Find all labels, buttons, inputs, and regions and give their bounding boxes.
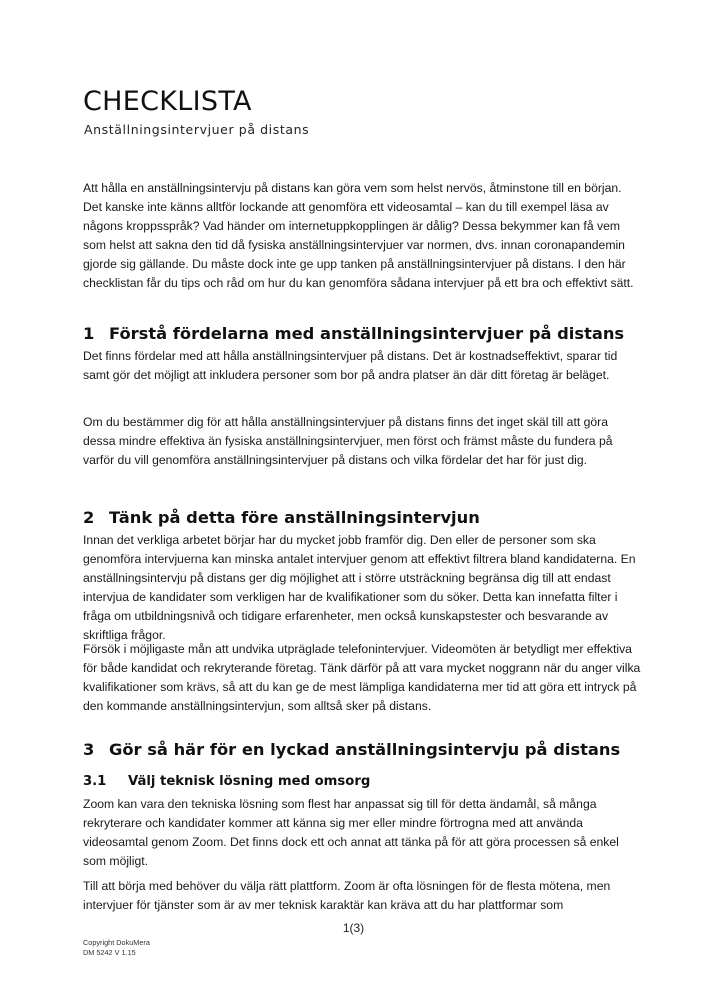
section-1-heading (83, 324, 624, 343)
subsection-3-1-heading (83, 774, 370, 789)
footer (83, 938, 150, 958)
document-title: CHECKLISTA (83, 86, 252, 117)
section-3-heading (83, 740, 620, 759)
intro-paragraph: Att hålla en anställningsintervju på distans kan göra vem som helst nervös, åtminstone till en början. Det kanske inte känns alltför lockande att genomföra ett videosamtal – kan du till exempel läsa av någons kroppsspråk? Vad händer om internetuppkopplingen är dålig? Dessa bekymmer kan få vem som helst att sakna den tid då fysiska anställningsintervjuer var normen, dvs. innan coronapandemin gjorde sig gällande. Du måste dock inte ge upp tanken på anställningsintervjuer på distans. I den här checklistan får du tips och råd om hur du kan genomföra sådana intervjuer på ett bra och effektivt sätt. (83, 181, 634, 290)
section-2-heading (83, 508, 480, 527)
section-1-paragraph-1: Det finns fördelar med att hålla anställningsintervjuer på distans. Det är kostnadseffektivt, sparar tid samt gör det möjligt att inkludera personer som bor på andra platser än där ditt företag är beläget. (83, 349, 618, 382)
page-number: 1(3) (342, 921, 365, 935)
section-title: Tänk på detta före anställningsintervjun (109, 508, 480, 527)
section-number: 3 (83, 740, 95, 759)
section-number: 2 (83, 508, 95, 527)
document-subtitle: Anställningsintervjuer på distans (84, 122, 310, 137)
subsection-3-1-paragraph-1: Zoom kan vara den tekniska lösning som flest har anpassat sig till för detta ändamål, så många rekryterare och kandidater kommer att känna sig mer eller mindre förtrogna med att använda videosamtal genom Zoom. Det finns dock ett och annat att tänka på för att göra processen så enkel som möjligt. (83, 797, 619, 868)
subsection-title: Välj teknisk lösning med omsorg (128, 774, 371, 789)
document-id: DM 5242 V 1.15 (83, 948, 136, 957)
copyright-text: Copyright DokuMera (83, 938, 150, 947)
section-title: Förstå fördelarna med anställningsintervjuer på distans (109, 324, 625, 343)
section-2-paragraph-2: Försök i möjligaste mån att undvika utpräglade telefonintervjuer. Videomöten är betydligt mer effektiva för både kandidat och rekryterande företag. Tänk därför på att vara mycket noggrann när du anger vilka kvalifikationer som krävs, så att du kan ge de mest lämpliga kandidaterna mer tid att göra ett intryck på den kommande anställningsintervjun, som alltså sker på distans. (83, 642, 641, 713)
section-2-paragraph-1: Innan det verkliga arbetet börjar har du mycket jobb framför dig. Den eller de personer som ska genomföra intervjuerna kan minska antalet intervjuer genom att effektivt filtrera bland kandidaterna. En anställningsintervju på distans ger dig möjlighet att i större utsträckning begränsa dig till att endast intervjua de kandidater som verkligen har de kvalifikationer som du söker. Detta kan innefatta filter i fråga om utbildningsnivå och tidigare erfarenheter, men också kunskapstester och besvarande av skriftliga frågor. (83, 533, 636, 642)
section-title: Gör så här för en lyckad anställningsintervju på distans (109, 740, 621, 759)
subsection-3-1-paragraph-2: Till att börja med behöver du välja rätt plattform. Zoom är ofta lösningen för de flesta mötena, men intervjuer för tjänster som är av mer teknisk karaktär kan kräva att du har plattformar som (83, 879, 611, 912)
section-1-paragraph-2: Om du bestämmer dig för att hålla anställningsintervjuer på distans finns det inget skäl till att göra dessa mindre effektiva än fysiska anställningsintervjuer, men först och främst måste du fundera på varför du vill genomföra anställningsintervjuer på distans och vilka fördelar det har för just dig. (83, 415, 613, 467)
subsection-number: 3.1 (83, 774, 107, 789)
section-number: 1 (83, 324, 95, 343)
